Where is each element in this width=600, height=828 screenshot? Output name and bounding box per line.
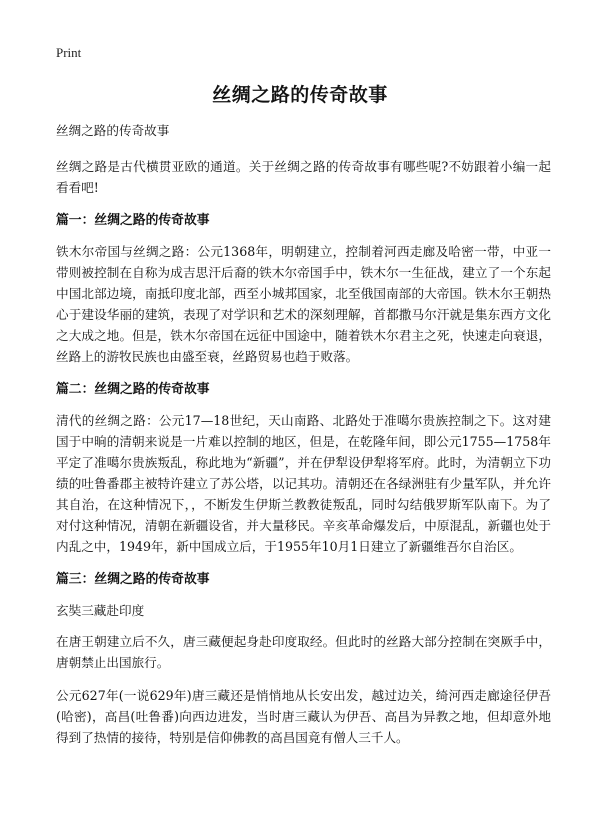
section-paragraph: 铁木尔帝国与丝绸之路：公元1368年，明朝建立，控制着河西走廊及哈密一带，中亚一带则被控制在自称为成吉思汗后裔的铁木尔帝国手中，铁木尔一生征战，建立了一个东起中国北部边境，南抵印度北部，西至小城邦国家，北至俄国南部的大帝国。铁木尔王朝热心于建设华丽的建筑，表现了对学识和艺术的深刻理解，首都撒马尔汗就是集东西方文化之大成之地。但是，铁木尔帝国在远征中国途中，随着铁木尔君主之死，快速走向衰退，丝路上的游牧民族也由盛至衰，丝路贸易也趋于败落。 [56,244,551,364]
intro-paragraph: 丝绸之路是古代横贯亚欧的通道。关于丝绸之路的传奇故事有哪些呢?不妨跟着小编一起看看吧! [56,159,551,195]
section-paragraph: 清代的丝绸之路：公元17—18世纪，天山南路、北路处于准噶尔贵族控制之下。这对建国于中晌的清朝来说是一片难以控制的地区，但是，在乾隆年间，即公元1755—1758年平定了准噶尔贵族叛乱，称此地为“新疆”，并在伊犁设伊犁将军府。此时，为清朝立下功绩的吐鲁番郡主被特许建立了苏公塔，以记其功。清朝还在各绿洲驻有少量军队，并允许其自治，在这种情况下，，不断发生伊斯兰教教徒叛乱，同时勾结俄罗斯军队南下。为了对付这种情况，清朝在新疆设省，并大量移民。辛亥革命爆发后，中原混乱，新疆也处于内乱之中，1949年，新中国成立后，于1955年10月1日建立了新疆维吾尔自治区。 [56,413,551,554]
subtitle: 丝绸之路的传奇故事 [56,123,170,138]
section-heading: 篇二：丝绸之路的传奇故事 [56,382,210,397]
document-title: 丝绸之路的传奇故事 [212,84,388,106]
section-paragraph: 公元627年(一说629年)唐三藏还是悄悄地从长安出发，越过边关，绮河西走廊途径伊吾(哈密)，高昌(吐鲁番)向西边进发，当时唐三藏认为伊吾、高昌为异教之地，但却意外地得到了热情的接待，特别是信仰佛教的高昌国竟有僧人三千人。 [56,688,551,745]
document-body [56,120,551,760]
section-heading: 篇一：丝绸之路的传奇故事 [56,213,210,228]
section-subheading: 玄奘三藏赴印度 [56,603,145,618]
section-heading: 篇三：丝绸之路的传奇故事 [56,572,210,587]
section-1 [56,210,551,367]
section-paragraph: 在唐王朝建立后不久，唐三藏便起身赴印度取经。但此时的丝路大部分控制在突厥手中，唐朝禁止出国旅行。 [56,634,551,670]
section-2 [56,379,551,557]
print-link[interactable]: Print [56,45,82,60]
section-3 [56,569,551,748]
